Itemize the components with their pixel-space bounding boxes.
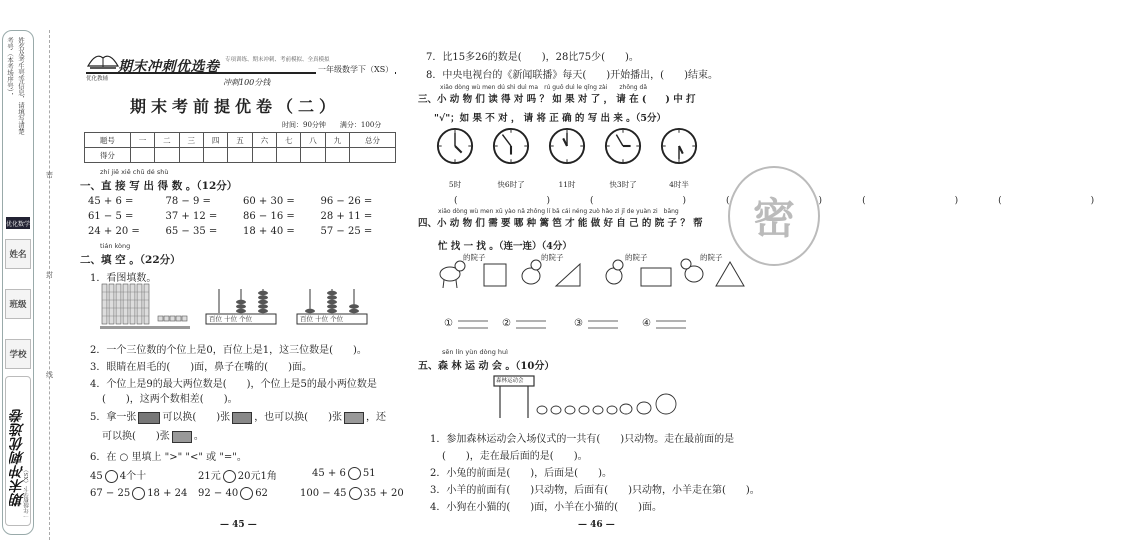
q5-line-a [90,408,386,424]
s5-pinyin: sēn lín yùn dòng huì [442,348,508,356]
s1-row [88,226,398,237]
score-header: 五 [228,133,252,148]
score-row-label: 得分 [85,148,131,163]
cmp-right: 18 + 24 [147,488,188,499]
secret-seal-stamp: 密 [728,166,820,266]
banknote-100-icon [138,412,160,424]
binding-strip [2,30,34,535]
cmp-left: 67 − 25 [90,488,131,499]
clock-icon [548,127,586,165]
cmp-right: 62 [255,488,268,499]
clock-icon [660,127,698,165]
calc-item: 60 + 30 = [243,196,295,207]
banknote-10-icon [172,431,192,443]
cmp-left: 45 + 6 [312,468,346,479]
calc-item: 37 + 12 = [165,211,218,222]
calc-item: 18 + 40 = [243,226,295,237]
name-field[interactable]: 姓名 [5,239,31,269]
yard-label: 的院子 [541,253,564,262]
calc-item: 57 − 25 = [320,226,373,237]
calc-item: 78 − 9 = [165,196,211,207]
q5-part: 可以换( )张 [102,431,170,442]
clock-icon [604,127,642,165]
abacus-b-label: 百位 十位 个位 [300,315,344,323]
score-cell[interactable] [301,148,325,163]
banknote-20-icon [344,412,364,424]
q5-part: 5．拿一张 [90,412,137,423]
q2-text: 2．一个三位数的个位上是0，百位上是1，这三位数是( )。 [90,345,367,356]
q7-text: 7．比15多26的数是( )，28比75少( )。 [426,52,639,63]
yard-label: 的院子 [625,253,648,262]
s1-pinyin: zhí jiē xiě chū dé shù [100,168,169,176]
clock-label: 11时 [558,180,576,189]
score-header: 三 [179,133,203,148]
score-cell[interactable] [277,148,301,163]
q5-1-text-b: ( )，走在最后面的是( )。 [442,451,588,462]
clock-icon [436,127,474,165]
s3-title-a: 三、小 动 物 们 读 得 对 吗 ？ 如 果 对 了 ， 请 在 ( ) 中 打 [418,94,696,105]
page-right [418,0,1134,553]
clock-row [436,127,766,189]
s1-title: 一、直 接 写 出 得 数 。（12分） [80,180,238,192]
strip-tab: 优化数学 [6,217,30,229]
calc-item: 45 + 6 = [88,196,134,207]
score-cell[interactable] [228,148,252,163]
q8-text: 8．中央电视台的《新闻联播》每天( )开始播出，( )结束。 [426,70,718,81]
compare-item [312,467,376,480]
cmp-left: 45 [90,471,103,482]
cmp-right: 4个十 [119,471,147,482]
score-header: 八 [301,133,325,148]
s1-row [88,196,398,207]
brand-subtitle: 专项训练、期末冲刺、考前模拟、全真模拟 [225,57,330,63]
q5-3-text: 3．小羊的前面有( )只动物，后面有( )只动物，小羊走在第( )。 [430,485,760,496]
compare-circle[interactable] [349,487,362,500]
q3-text: 3．眼睛在眉毛的( )面，鼻子在嘴的( )面。 [90,362,312,373]
score-header: 题号 [85,133,131,148]
clock-label: 4时半 [669,180,689,189]
page-number-right: — 46 — [578,520,615,530]
logo-text: 优化教辅 [86,76,109,82]
s4-title-a: 四、小 动 物 们 需 要 哪 种 篱 笆 才 能 做 好 自 己 的 院 子 ？ 帮 [418,218,703,229]
compare-item [300,487,404,500]
s4-title-b: 忙 找 一 找 。（连一连）（4分） [438,241,572,252]
clock-label: 快6时了 [497,180,525,189]
q5-part: ，也可以换( )张 [254,412,342,423]
page-left [70,0,404,553]
exam-title: 期末考前提优卷（二） [130,97,341,116]
q5-part: 可以换( )张 [162,412,231,423]
compare-item [198,467,277,483]
s3-pinyin: xiǎo dòng wù men dú shì duì ma rú guǒ duì le qǐng zài zhōng dǎ [440,84,647,91]
q5-1-text-a: 1．参加森林运动会入场仪式的一共有( )只动物。走在最前面的是 [430,434,735,445]
compare-circle[interactable] [240,487,253,500]
q4-text-b: ( )，这两个数相差( )。 [102,394,238,405]
calc-item: 65 − 35 = [165,226,218,237]
score-header: 九 [325,133,349,148]
s2-title: 二、填 空 。（22分） [80,254,181,266]
yard-label: 的院子 [700,253,723,262]
cut-mark-3: 线 [46,371,53,379]
strip-brand-sub: 一年级数学下（XS） [24,467,30,519]
score-cell[interactable] [252,148,276,163]
compare-circle[interactable] [223,470,236,483]
q4-text-a: 4．个位上是9的最大两位数是( )，个位上是5的最小两位数是 [90,379,377,390]
calc-item: 96 − 26 = [320,196,373,207]
brand-title: 期末冲刺优选卷 [118,59,220,75]
clock-answer-blanks: ( )( )( )( )( ) [454,196,1134,206]
score-cell[interactable] [350,148,396,163]
banknote-50-icon [232,412,252,424]
cmp-left: 21元 [198,471,221,482]
cmp-right: 35 + 20 [363,488,404,499]
sign-text: 森林运动会 [496,378,524,384]
q5-line-b [102,427,204,443]
q5-part: ，还 [366,412,386,423]
calc-item: 86 − 16 = [243,211,295,222]
q6-text: 6．在 ○ 里填上 ">" "<" 或 "="。 [90,452,247,463]
answer-lines [454,318,714,332]
score-cell[interactable] [130,148,154,163]
calc-item: 61 − 5 = [88,211,134,222]
score-cell[interactable] [179,148,203,163]
strip-notes-top: 考号（本考场序号）， [6,37,14,99]
yard-label: 的院子 [463,253,486,262]
s5-title: 五、森 林 运 动 会 。（10分） [418,361,555,372]
page-number-left: — 45 — [220,520,257,530]
cmp-right: 20元1角 [237,471,277,482]
cut-line [44,30,56,540]
s4-pinyin: xiǎo dòng wù men xū yào nǎ zhǒng lí bā cái néng zuò hǎo zì jǐ de yuàn zi bāng [438,208,679,215]
class-field[interactable]: 班级 [5,289,31,319]
yard-number: ① [444,318,453,329]
q5-part: 。 [193,431,204,442]
q1-text: 1．看图填数。 [90,273,157,284]
score-header-row [85,133,396,148]
cut-mark-2: 封 [46,271,53,279]
grade-badge: 一年级数学下（XS） [318,65,394,74]
cmp-left: 100 − 45 [300,488,347,499]
cut-mark-1: 密 [46,171,53,179]
score-cell[interactable] [203,148,227,163]
clock-label: 快3时了 [609,180,637,189]
s1-row [88,211,398,222]
strip-brand [5,376,31,526]
score-table [84,132,396,163]
score-row [85,148,396,163]
score-cell[interactable] [155,148,179,163]
clock-icon [492,127,530,165]
school-field[interactable]: 学校 [5,339,31,369]
cmp-right: 51 [362,468,376,479]
cube-blocks-icon [100,282,200,332]
calc-item: 24 + 20 = [88,226,140,237]
strip-brand-title: 期末冲刺优选卷 [10,409,26,507]
score-header: 二 [155,133,179,148]
yard-number: ④ [642,318,651,329]
book-logo-icon [86,48,120,70]
compare-circle[interactable] [348,467,361,480]
s3-title-b: "√"；如 果 不 对 ， 请 将 正 确 的 写 出 来 。（5分） [434,113,666,124]
compare-item [198,487,268,500]
score-header: 总分 [350,133,396,148]
score-header: 七 [277,133,301,148]
q5-2-text: 2．小兔的前面是( )，后面是( )。 [430,468,612,479]
abacus-a-label: 百位 十位 个位 [209,315,253,323]
score-header: 四 [203,133,227,148]
calc-item: 28 + 11 = [320,211,373,222]
compare-circle[interactable] [132,487,145,500]
cmp-left: 92 − 40 [198,488,239,499]
time-info: 时间：90分钟 满分：100分 [282,121,382,129]
score-cell[interactable] [325,148,349,163]
strip-notes-mid: 姓名及考生号等信息，请填写清楚 [17,37,25,135]
compare-item [90,467,146,483]
compare-item [90,487,187,500]
q5-4-text: 4．小狗在小猫的( )面，小羊在小猫的( )面。 [430,502,662,513]
clock-label: 5时 [448,180,462,189]
score-header: 六 [252,133,276,148]
compare-circle[interactable] [105,470,118,483]
yard-number: ③ [574,318,583,329]
yard-number: ② [502,318,511,329]
sprint-tag: 冲刺100分钱 [223,78,271,87]
score-header: 一 [130,133,154,148]
s2-pinyin: tián kòng [100,242,131,250]
